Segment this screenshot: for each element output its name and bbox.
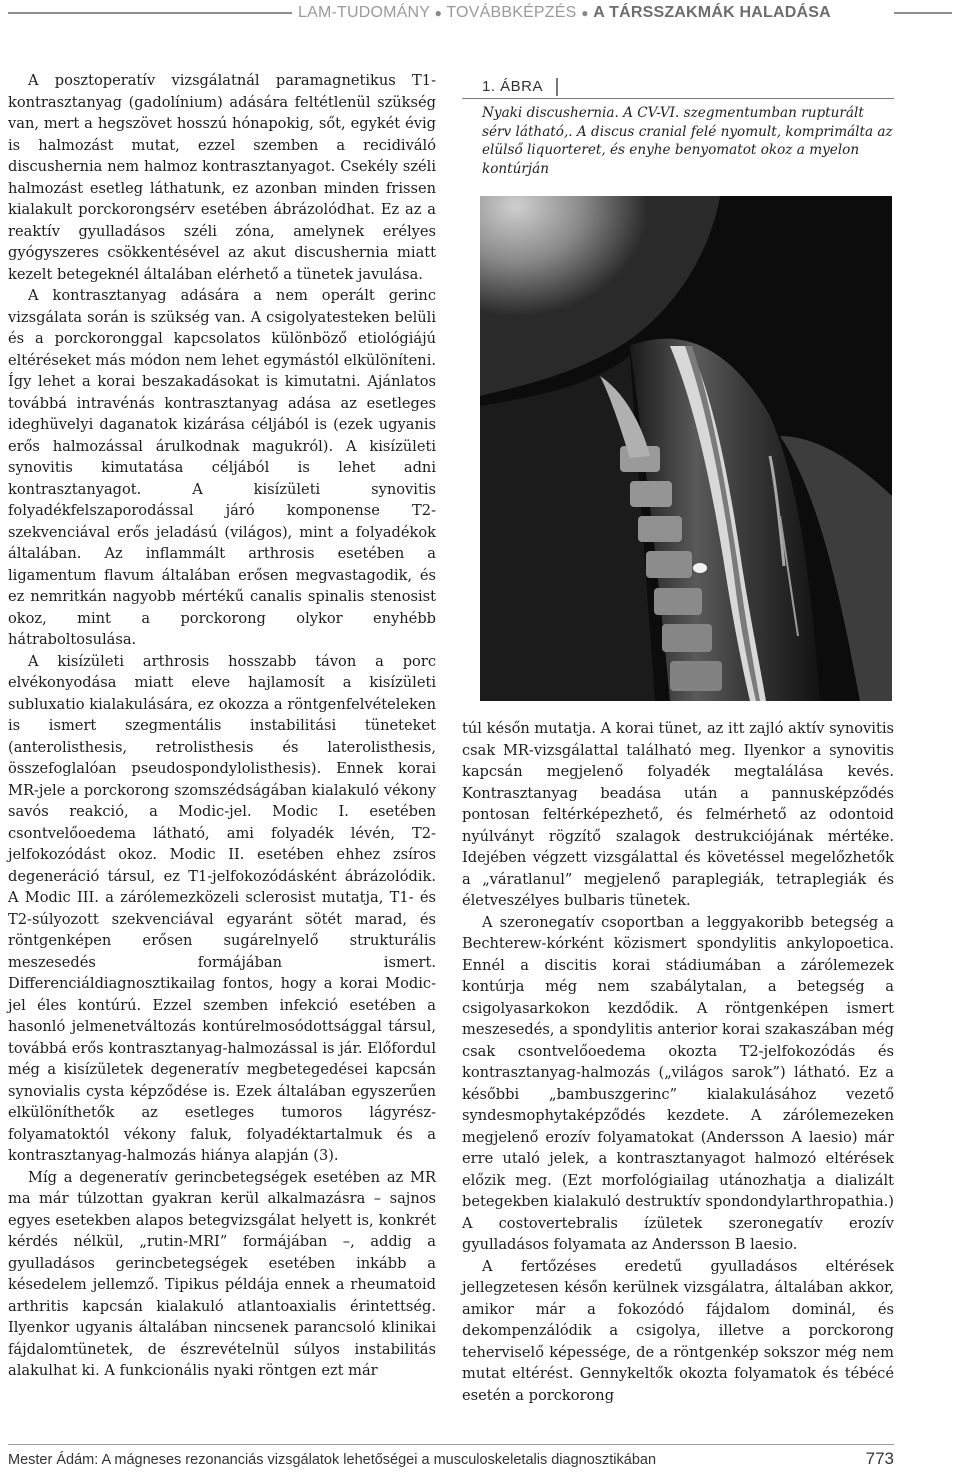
figure-rule — [462, 98, 894, 99]
figure-1 — [462, 76, 894, 702]
figure-caption: Nyaki discushernia. A CV-VI. szegmentumban rupturált sérv látható,. A discus cranial felé nyomult, komprimálta az elülső liquorteret, és enyhe benyomatot okoz a myelon kontúrján — [482, 105, 893, 177]
header-rule-left — [8, 12, 292, 14]
header-separator-1: ● — [434, 6, 443, 20]
header-part-3: A TÁRSSZAKMÁK HALADÁSA — [593, 4, 831, 21]
mri-spine-image — [480, 196, 892, 701]
running-header — [0, 0, 960, 28]
figure-label: 1. ÁBRA — [482, 78, 544, 95]
figure-label-box — [462, 76, 558, 98]
left-paragraph-4: Míg a degeneratív gerincbetegségek esetében az MR ma már túlzottan gyakran kerül alkalmazásra – sajnos egyes esetekben alapos betegvizsgálat helyett is, konkrét kérdés nélkül, „rutin-MRI” formájában –, addig a gyulladásos gerincbetegségek esetében inkább a késedelem jellemző. Tipikus példája ennek a rheumatoid arthritis kapcsán kialakuló atlantoaxialis érintettség. Ilyenkor ugyanis általában nincsenek parancsoló klinikai fájdalomtünetek, de észrevételnül súlyos instabilitás alakulhat ki. A funkcionális nyaki röntgen ezt már — [8, 1168, 436, 1379]
page-number: 773 — [865, 1449, 894, 1468]
right-column — [462, 718, 894, 1406]
right-paragraph-3: A fertőzéses eredetű gyulladásos eltérések jellegzetesen későn kerülnek vizsgálatra, általában akkor, amikor már a fokozódó fájdalom dominál, és dekompenzálódik a csigolya, illetve a porckorong teherviselő képessége, de a röntgenkép sokszor még nem mutat eltérést. Gennykeltők okozta folyamatok és tébécé esetén a porckorong — [462, 1257, 894, 1404]
figure-label-divider — [556, 78, 558, 96]
footer-citation: Mester Ádám: A mágneses rezonanciás vizsgálatok lehetőségei a musculoskeletalis diagnosztikában — [8, 1452, 657, 1468]
left-column — [8, 70, 436, 1382]
left-paragraph-3: A kisízületi arthrosis hosszabb távon a porc elvékonyodása miatt eleve hajlamosít a kisízületi subluxatio kialakulására, ez okozza a röntgenfelvételeken is ismert szegmentális instabilitási tüneteket (anterolisthesis, retrolisthesis és laterolisthesis, összefoglalóan pseudospondylolisthesis). Ennek korai MR-jele a porckorong szomszédságában kialakuló vékony savós reakció, a Modic-jel. Modic I. esetében csontvelőoedema látható, ami folyadék lévén, T2-jelfokozódást okoz. Modic II. esetében ehhez zsíros degeneráció társul, ez T1-jelfokozódásként ábrázolódik. A Modic III. a zárólemezközeli sclerosist mutatja, T1- és T2-súlyozott szekvenciával egyaránt sötét marad, és röntgenképen erősen sugárelnyelő strukturális meszesedés formájában ismert. Differenciáldiagnosztikailag fontos, hogy a korai Modic-jel éles kontúrú. Ezzel szemben infekció esetében a hasonló jelmenetváltozás kontúrelmosódottsággal társul, továbbá erős kontrasztanyag-halmozással is jár. Előfordul még a kisízületek degeneratív megbetegedései kapcsán synovialis cysta képződése is. Ezek általában egyszerűen elkülöníthetők az esetleges tumoros lágyrész-folyamatoktól vékony faluk, folyadéktartalmuk és a kontrasztanyag-halmozás hiánya alapján (3). — [8, 652, 436, 1164]
left-paragraph-1: A posztoperatív vizsgálatnál paramagnetikus T1-kontrasztanyag (gadolínium) adására feltétlenül szükség van, mert a hegszövet hosszú hónapokig, sőt, egykét évig is halmozást mutat, ezzel szemben a recidiváló discushernia nem halmoz kontrasztanyagot. Csekély széli halmozást esetleg láthatunk, ez azonban minden frissen kialakult porckorongsérv esetében ábrázolódhat. Ez az a reaktív gyulladásos széli zóna, amelynek erélyes gyógyszeres csökkentésével az akut discushernia miatt kezelt betegeknél általában elérhető a tünetek javulása. — [8, 72, 436, 283]
header-title — [298, 0, 894, 26]
header-rule-right — [894, 12, 952, 14]
header-part-2: TOVÁBBKÉPZÉS — [446, 4, 577, 21]
right-paragraph-1: túl későn mutatja. A korai tünet, az itt zajló aktív synovitis csak MR-vizsgálattal található meg. Ilyenkor a synovitis kapcsán megjelenő folyadék megtalálása kevés. Kontrasztanyag beadása után a pannusképződés pontosan feltérképezhető, és felmérhető az odontoid nyúlványt rögzítő szalagok destrukciójának mértéke. Idejében végzett vizsgálattal és követéssel megelőzhetők a „váratlanul” megjelenő paraplegiák, tetraplegiák és életveszélyes bulbaris tünetek. — [462, 720, 894, 909]
header-part-1: LAM-TUDOMÁNY — [298, 4, 430, 21]
left-paragraph-2: A kontrasztanyag adására a nem operált gerinc vizsgálata során is szükség van. A csigolyatesteken belüli és a porckoronggal kapcsolatos különböző etiológiájú eltéréseket más módon nem lehet egymástól elkülöníteni. Így lehet a korai beszakadásokat is kimutatni. Ajánlatos továbbá intravénás kontrasztanyag adása az esetleges ideghüvelyi daganatok kizárása céljából is (ezek ugyanis erős halmozással árulkodnak magukról). A kisízületi synovitis kimutatása céljából is lehet adni kontrasztanyagot. A kisízületi synovitis folyadékfelszaporodással járó komponense T2-szekvenciával erős jeladású (világos), mint a folyadékok általában. Az inflammált arthrosis esetében a ligamentum flavum általában erősen megvastagodik, és ez nemritkán nagyobb mértékű canalis spinalis stenosist okoz, mint a porckorong olykor enyhébb hátraboltosulása. — [8, 287, 436, 648]
right-paragraph-2: A szeronegatív csoportban a leggyakoribb betegség a Bechterew-kórként közismert spondylitis ankylopoetica. Ennél a discitis korai stádiumában a zárólemezek kontúrja még nem szabálytalan, a betegség a csigolyasarkokon kezdődik. A röntgenképen ismert meszesedés, a spondylitis anterior korai szakaszában még csak csontvelőoedema okozta T2-jelfokozódás és kontrasztanyag-halmozás („világos sarok”) látható. Ez a későbbi „bambuszgerinc” kialakulásához vezető syndesmophytaképződés kezdete. A zárólemezeken megjelenő erozív folyamatokat (Andersson A laesio) már erre utaló jelek, a kontrasztanyagot halmozó eltérések előzik meg. (Ezt morfológiailag utánozhatja a dializált betegekben kialakuló destruktív spondondylarthropathia.) A costovertebralis ízületek szeronegatív erozív gyulladásos folyamata az Andersson B laesio. — [462, 913, 894, 1253]
header-separator-2: ● — [581, 6, 589, 20]
footer-rule — [8, 1444, 894, 1445]
